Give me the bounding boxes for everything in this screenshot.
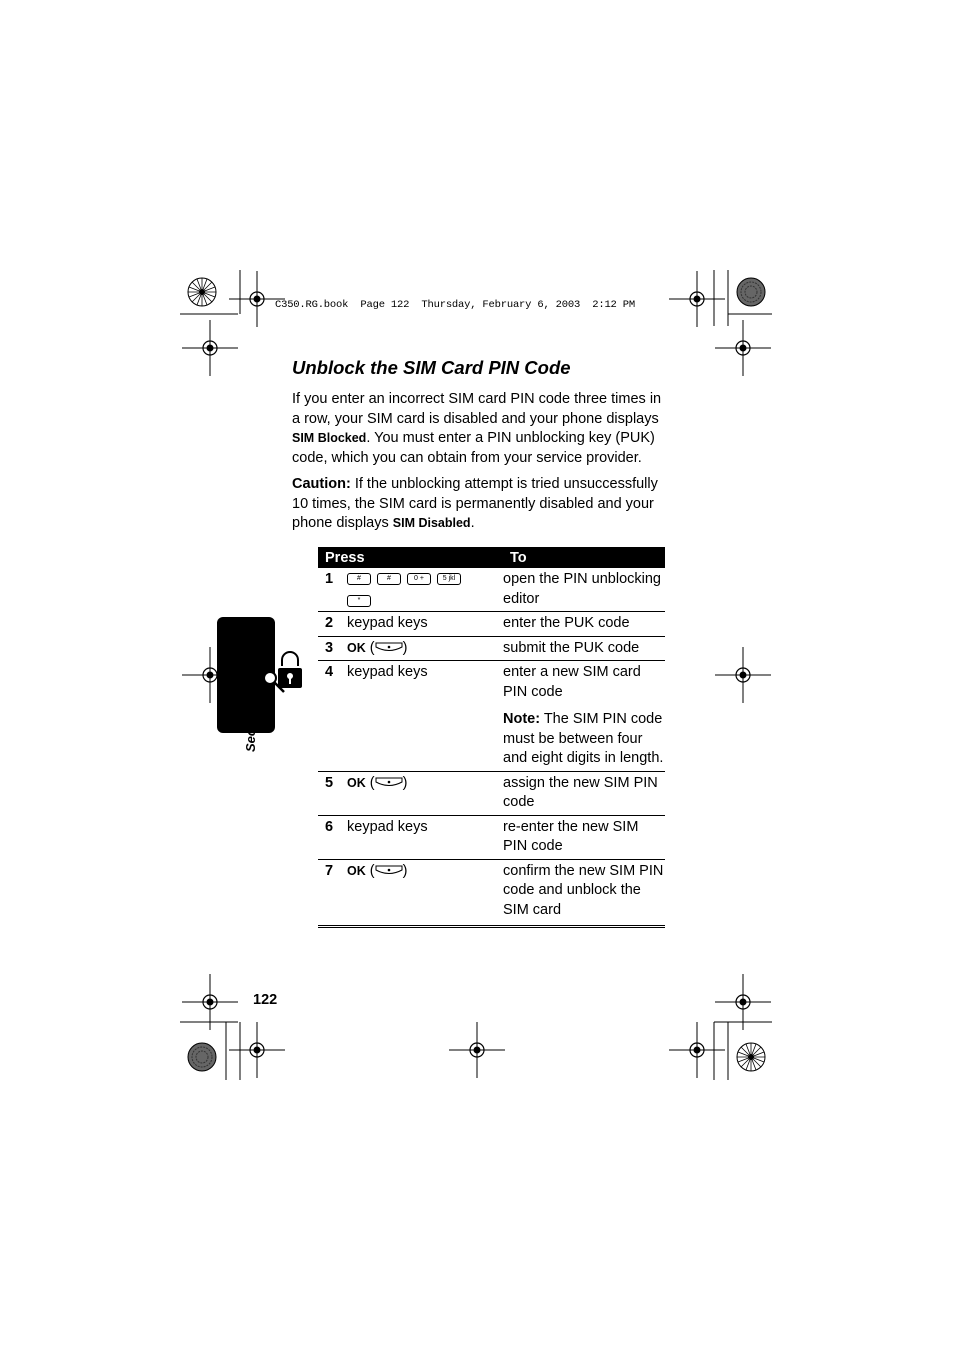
press-cell: OK ( )	[347, 771, 503, 815]
table-row	[318, 771, 665, 815]
step-number: 3	[318, 636, 347, 661]
tab-label-security: Security	[243, 700, 258, 752]
star-key-icon: *	[347, 595, 371, 607]
press-cell: keypad keys	[347, 661, 503, 772]
ok-label: OK	[347, 863, 366, 878]
step-number: 5	[318, 771, 347, 815]
intro-text-1: If you enter an incorrect SIM card PIN code three times in a row, your SIM card is disabled and your phone displays	[292, 391, 662, 427]
table-header	[318, 547, 665, 568]
to-cell: enter the PUK code	[503, 612, 665, 637]
intro-paragraph	[292, 390, 668, 468]
softkey-icon	[375, 777, 403, 788]
steps-table	[318, 547, 665, 928]
note-label: Note:	[503, 711, 541, 727]
to-cell: assign the new SIM PIN code	[503, 771, 665, 815]
print-header: C350.RG.book Page 122 Thursday, February 6, 2003 2:12 PM	[275, 299, 635, 311]
step-number: 7	[318, 859, 347, 927]
press-cell: keypad keys	[347, 815, 503, 859]
to-cell: open the PIN unblocking editor	[503, 568, 665, 612]
note-text: The SIM PIN code must be between four and eight digits in length.	[503, 711, 664, 766]
header-to: To	[503, 547, 665, 568]
table-row	[318, 636, 665, 661]
step-number: 6	[318, 815, 347, 859]
five-key-icon: 5 jkl	[437, 573, 461, 585]
table-row	[318, 815, 665, 859]
header-press: Press	[318, 547, 503, 568]
page-number: 122	[253, 992, 278, 1008]
step-number: 4	[318, 661, 347, 772]
display-sim-blocked: SIM Blocked	[292, 431, 367, 445]
press-cell	[347, 568, 503, 612]
table-row	[318, 568, 665, 612]
ok-label: OK	[347, 775, 366, 790]
to-text: enter a new SIM card PIN code	[503, 664, 641, 700]
caution-end: .	[470, 515, 475, 531]
caution-paragraph	[292, 475, 668, 534]
lock-and-key-icon	[258, 648, 306, 696]
step-number: 1	[318, 568, 347, 612]
press-cell: OK ( )	[347, 636, 503, 661]
step-note	[503, 710, 665, 769]
display-sim-disabled: SIM Disabled	[392, 516, 471, 530]
caution-text: If the unblocking attempt is tried unsuccessfully 10 times, the SIM card is permanently disabled and your phone displays	[292, 476, 658, 531]
table-row	[318, 612, 665, 637]
to-cell: confirm the new SIM PIN code and unblock the SIM card	[503, 859, 665, 927]
press-cell: keypad keys	[347, 612, 503, 637]
intro-text-2: . You must enter a PIN unblocking key (PUK) code, which you can obtain from your service provider.	[292, 430, 655, 466]
press-cell: OK ( )	[347, 859, 503, 927]
ok-label: OK	[347, 640, 366, 655]
softkey-icon	[375, 642, 403, 653]
section-title: Unblock the SIM Card PIN Code	[292, 357, 571, 378]
to-cell	[503, 661, 665, 772]
caution-label: Caution:	[292, 476, 351, 492]
pound-key-icon: #	[377, 573, 401, 585]
zero-key-icon: 0 +	[407, 573, 431, 585]
pound-key-icon: #	[347, 573, 371, 585]
to-cell: submit the PUK code	[503, 636, 665, 661]
step-number: 2	[318, 612, 347, 637]
to-cell: re-enter the new SIM PIN code	[503, 815, 665, 859]
table-row	[318, 661, 665, 772]
table-row	[318, 859, 665, 927]
softkey-icon	[375, 865, 403, 876]
